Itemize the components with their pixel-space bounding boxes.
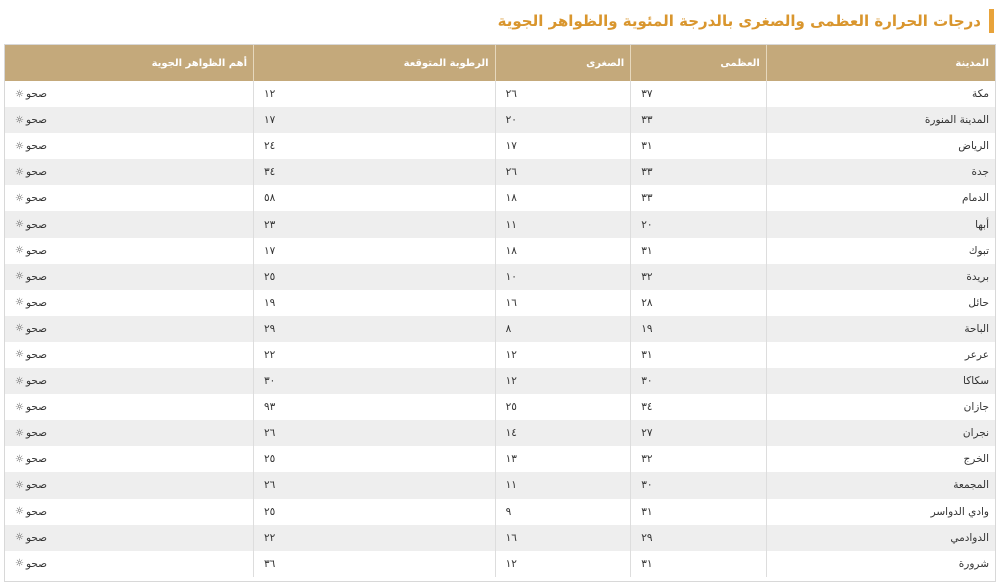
weather-cell bbox=[5, 133, 254, 159]
table-row bbox=[5, 551, 995, 577]
city-cell: حائل bbox=[766, 290, 995, 316]
header-weather: أهم الظواهر الجوية bbox=[151, 57, 248, 69]
min-temp-cell: ٩ bbox=[495, 499, 631, 525]
weather-label bbox=[15, 375, 47, 387]
humidity-cell: ٢٥ bbox=[254, 499, 496, 525]
weather-label bbox=[15, 479, 47, 491]
max-temp-cell: ٣١ bbox=[631, 342, 767, 368]
table-row bbox=[5, 420, 995, 446]
weather-label bbox=[15, 506, 47, 518]
humidity-cell: ٢٦ bbox=[254, 420, 496, 446]
sun-icon: ☼ bbox=[15, 166, 24, 178]
humidity-cell: ٢٥ bbox=[254, 264, 496, 290]
table-row bbox=[5, 185, 995, 211]
weather-cell bbox=[5, 551, 254, 577]
city-cell: سكاكا bbox=[766, 368, 995, 394]
city-cell: الباحة bbox=[766, 316, 995, 342]
weather-text: صحو bbox=[25, 244, 48, 257]
min-temp-cell: ٢٦ bbox=[495, 159, 631, 185]
weather-text: صحو bbox=[25, 479, 48, 492]
max-temp-cell: ٢٩ bbox=[631, 525, 767, 551]
humidity-cell: ٥٨ bbox=[254, 185, 496, 211]
max-temp-cell: ٣٢ bbox=[631, 264, 767, 290]
sun-icon: ☼ bbox=[15, 323, 24, 335]
weather-cell bbox=[5, 264, 254, 290]
min-temp-cell: ١٦ bbox=[495, 525, 631, 551]
table-body bbox=[5, 81, 995, 577]
humidity-cell: ٢٢ bbox=[254, 342, 496, 368]
weather-text: صحو bbox=[25, 218, 48, 231]
weather-cell bbox=[5, 159, 254, 185]
sun-icon: ☼ bbox=[15, 532, 24, 544]
page-title: درجات الحرارة العظمى والصغرى بالدرجة المئوية والظواهر الجوية bbox=[497, 12, 981, 30]
table-row bbox=[5, 107, 995, 133]
sun-icon: ☼ bbox=[15, 506, 24, 518]
table-row bbox=[5, 499, 995, 525]
header-max: العظمى bbox=[631, 45, 767, 81]
weather-label bbox=[15, 271, 47, 283]
max-temp-cell: ٣٣ bbox=[631, 107, 767, 133]
min-temp-cell: ٢٥ bbox=[495, 394, 631, 420]
weather-cell bbox=[5, 107, 254, 133]
weather-text: صحو bbox=[25, 401, 48, 414]
min-temp-cell: ٢٠ bbox=[495, 107, 631, 133]
table-row bbox=[5, 264, 995, 290]
weather-cell bbox=[5, 185, 254, 211]
max-temp-cell: ٣٧ bbox=[631, 81, 767, 107]
city-cell: بريدة bbox=[766, 264, 995, 290]
weather-label bbox=[15, 453, 47, 465]
table-row bbox=[5, 159, 995, 185]
table-row bbox=[5, 316, 995, 342]
table-row bbox=[5, 133, 995, 159]
city-cell: عرعر bbox=[766, 342, 995, 368]
weather-label bbox=[15, 114, 47, 126]
table-row bbox=[5, 394, 995, 420]
weather-cell bbox=[5, 368, 254, 394]
sun-icon: ☼ bbox=[15, 271, 24, 283]
weather-text: صحو bbox=[25, 192, 48, 205]
max-temp-cell: ٣١ bbox=[631, 499, 767, 525]
header-min: الصغرى bbox=[495, 45, 631, 81]
humidity-cell: ١٧ bbox=[254, 107, 496, 133]
weather-text: صحو bbox=[25, 140, 48, 153]
weather-cell bbox=[5, 211, 254, 237]
header-city: المدينة bbox=[766, 45, 995, 81]
weather-text: صحو bbox=[25, 453, 48, 466]
title-accent-bar bbox=[989, 9, 994, 33]
weather-table-container bbox=[4, 44, 996, 582]
weather-text: صحو bbox=[25, 375, 48, 388]
weather-cell bbox=[5, 394, 254, 420]
min-temp-cell: ١٢ bbox=[495, 368, 631, 394]
weather-label bbox=[15, 401, 47, 413]
weather-label bbox=[15, 323, 47, 335]
weather-text: صحو bbox=[25, 296, 48, 309]
min-temp-cell: ٢٦ bbox=[495, 81, 631, 107]
weather-label bbox=[15, 532, 47, 544]
table-row bbox=[5, 211, 995, 237]
city-cell: الخرج bbox=[766, 446, 995, 472]
weather-text: صحو bbox=[25, 114, 48, 127]
city-cell: نجران bbox=[766, 420, 995, 446]
max-temp-cell: ٣٢ bbox=[631, 446, 767, 472]
weather-cell bbox=[5, 316, 254, 342]
min-temp-cell: ١٨ bbox=[495, 185, 631, 211]
humidity-cell: ١٧ bbox=[254, 238, 496, 264]
weather-cell bbox=[5, 499, 254, 525]
table-row bbox=[5, 472, 995, 498]
weather-cell bbox=[5, 238, 254, 264]
weather-cell bbox=[5, 525, 254, 551]
title-bar bbox=[6, 8, 994, 34]
min-temp-cell: ١٢ bbox=[495, 551, 631, 577]
city-cell: المجمعة bbox=[766, 472, 995, 498]
weather-label bbox=[15, 219, 47, 231]
humidity-cell: ٣٦ bbox=[254, 551, 496, 577]
city-cell: الدوادمي bbox=[766, 525, 995, 551]
city-cell: مكة bbox=[766, 81, 995, 107]
sun-icon: ☼ bbox=[15, 427, 24, 439]
max-temp-cell: ٣١ bbox=[631, 238, 767, 264]
weather-text: صحو bbox=[25, 88, 48, 101]
min-temp-cell: ١٨ bbox=[495, 238, 631, 264]
city-cell: تبوك bbox=[766, 238, 995, 264]
sun-icon: ☼ bbox=[15, 192, 24, 204]
weather-cell bbox=[5, 290, 254, 316]
weather-text: صحو bbox=[25, 270, 48, 283]
table-row bbox=[5, 238, 995, 264]
weather-label bbox=[15, 140, 47, 152]
min-temp-cell: ١٤ bbox=[495, 420, 631, 446]
weather-text: صحو bbox=[25, 348, 48, 361]
weather-cell bbox=[5, 420, 254, 446]
weather-text: صحو bbox=[25, 505, 48, 518]
sun-icon: ☼ bbox=[15, 140, 24, 152]
max-temp-cell: ٣٠ bbox=[631, 368, 767, 394]
weather-label bbox=[15, 349, 47, 361]
sun-icon: ☼ bbox=[15, 401, 24, 413]
city-cell: وادي الدواسر bbox=[766, 499, 995, 525]
weather-text: صحو bbox=[25, 531, 48, 544]
min-temp-cell: ١٦ bbox=[495, 290, 631, 316]
humidity-cell: ١٢ bbox=[254, 81, 496, 107]
max-temp-cell: ٣١ bbox=[631, 551, 767, 577]
min-temp-cell: ١٧ bbox=[495, 133, 631, 159]
max-temp-cell: ٢٧ bbox=[631, 420, 767, 446]
min-temp-cell: ١١ bbox=[495, 211, 631, 237]
sun-icon: ☼ bbox=[15, 114, 24, 126]
max-temp-cell: ٣١ bbox=[631, 133, 767, 159]
weather-label bbox=[15, 558, 47, 570]
max-temp-cell: ٣٣ bbox=[631, 185, 767, 211]
weather-label bbox=[15, 427, 47, 439]
city-cell: جازان bbox=[766, 394, 995, 420]
sun-icon: ☼ bbox=[15, 558, 24, 570]
table-row bbox=[5, 342, 995, 368]
table-row bbox=[5, 368, 995, 394]
humidity-cell: ٢٣ bbox=[254, 211, 496, 237]
weather-cell bbox=[5, 472, 254, 498]
sun-icon: ☼ bbox=[15, 297, 24, 309]
min-temp-cell: ١٣ bbox=[495, 446, 631, 472]
city-cell: الدمام bbox=[766, 185, 995, 211]
sun-icon: ☼ bbox=[15, 349, 24, 361]
table-row bbox=[5, 525, 995, 551]
city-cell: شرورة bbox=[766, 551, 995, 577]
humidity-cell: ٢٤ bbox=[254, 133, 496, 159]
humidity-cell: ٢٩ bbox=[254, 316, 496, 342]
sun-icon: ☼ bbox=[15, 479, 24, 491]
sun-icon: ☼ bbox=[15, 245, 24, 257]
sun-icon: ☼ bbox=[15, 453, 24, 465]
humidity-cell: ٢٦ bbox=[254, 472, 496, 498]
sun-icon: ☼ bbox=[15, 219, 24, 231]
humidity-cell: ٢٥ bbox=[254, 446, 496, 472]
humidity-cell: ٩٣ bbox=[254, 394, 496, 420]
header-humidity: الرطوبة المتوقعة bbox=[254, 45, 496, 81]
city-cell: جدة bbox=[766, 159, 995, 185]
weather-cell bbox=[5, 446, 254, 472]
weather-text: صحو bbox=[25, 166, 48, 179]
weather-label bbox=[15, 192, 47, 204]
city-cell: الرياض bbox=[766, 133, 995, 159]
max-temp-cell: ٣٠ bbox=[631, 472, 767, 498]
max-temp-cell: ٣٤ bbox=[631, 394, 767, 420]
table-header-row bbox=[5, 45, 995, 81]
weather-text: صحو bbox=[25, 427, 48, 440]
humidity-cell: ١٩ bbox=[254, 290, 496, 316]
weather-label bbox=[15, 297, 47, 309]
min-temp-cell: ١٢ bbox=[495, 342, 631, 368]
weather-label bbox=[15, 245, 47, 257]
min-temp-cell: ٨ bbox=[495, 316, 631, 342]
min-temp-cell: ١٠ bbox=[495, 264, 631, 290]
humidity-cell: ٣٤ bbox=[254, 159, 496, 185]
max-temp-cell: ٣٣ bbox=[631, 159, 767, 185]
min-temp-cell: ١١ bbox=[495, 472, 631, 498]
max-temp-cell: ٢٨ bbox=[631, 290, 767, 316]
sun-icon: ☼ bbox=[15, 88, 24, 100]
table-row bbox=[5, 81, 995, 107]
weather-label bbox=[15, 88, 47, 100]
weather-cell bbox=[5, 342, 254, 368]
city-cell: المدينة المنورة bbox=[766, 107, 995, 133]
humidity-cell: ٣٠ bbox=[254, 368, 496, 394]
max-temp-cell: ٢٠ bbox=[631, 211, 767, 237]
sun-icon: ☼ bbox=[15, 375, 24, 387]
weather-text: صحو bbox=[25, 557, 48, 570]
weather-label bbox=[15, 166, 47, 178]
city-cell: أبها bbox=[766, 211, 995, 237]
table-row bbox=[5, 446, 995, 472]
humidity-cell: ٢٢ bbox=[254, 525, 496, 551]
weather-table bbox=[5, 45, 995, 577]
max-temp-cell: ١٩ bbox=[631, 316, 767, 342]
weather-text: صحو bbox=[25, 322, 48, 335]
table-row bbox=[5, 290, 995, 316]
weather-cell bbox=[5, 81, 254, 107]
